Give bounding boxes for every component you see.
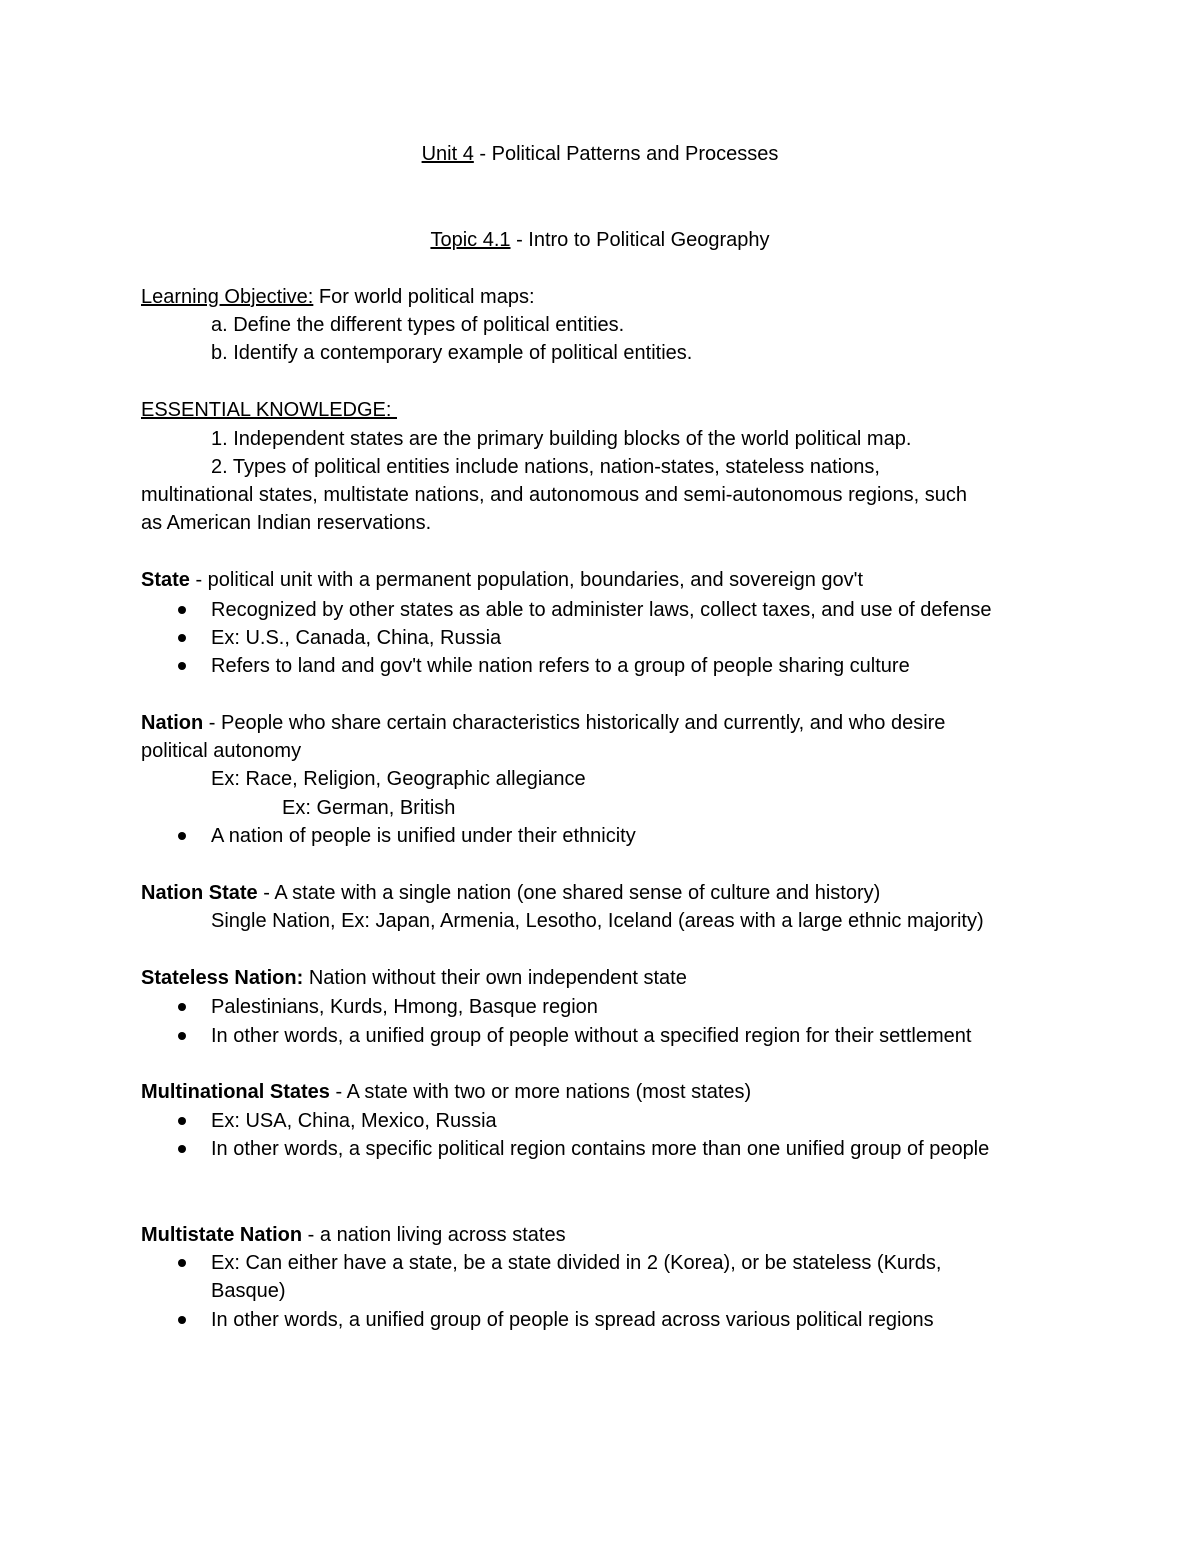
multinational-states-bullet-2: In other words, a specific political region contains more than one unified group of people <box>211 1138 990 1160</box>
bullet-icon <box>178 606 186 614</box>
nation-state-example: Single Nation, Ex: Japan, Armenia, Lesotho, Iceland (areas with a large ethnic majority) <box>211 910 984 932</box>
multistate-nation-bullet-1-line-2: Basque) <box>211 1280 286 1302</box>
stateless-nation-term: Stateless Nation: <box>141 967 304 989</box>
bullet-icon <box>178 634 186 642</box>
state-def-text: - political unit with a permanent population, boundaries, and sovereign gov't <box>189 569 864 591</box>
objective-item-a: a. Define the different types of political entities. <box>211 314 625 336</box>
multistate-nation-bullet-2: In other words, a unified group of people is spread across various political regions <box>211 1309 934 1331</box>
nation-term: Nation <box>141 712 204 734</box>
nation-state-term: Nation State <box>141 882 258 904</box>
nation-def-line-2: political autonomy <box>141 740 302 762</box>
nation-definition <box>141 709 945 737</box>
essential-knowledge-item-2-line-2: multinational states, multistate nations, and autonomous and semi-autonomous regions, such <box>141 484 968 506</box>
essential-knowledge-label: ESSENTIAL KNOWLEDGE: <box>141 399 397 421</box>
stateless-nation-def-text: Nation without their own independent state <box>303 967 687 989</box>
essential-knowledge-item-2-line-3: as American Indian reservations. <box>141 512 432 534</box>
essential-knowledge-heading <box>141 396 397 424</box>
state-bullet-2: Ex: U.S., Canada, China, Russia <box>211 627 502 649</box>
state-bullet-3: Refers to land and gov't while nation refers to a group of people sharing culture <box>211 655 910 677</box>
stateless-nation-definition <box>141 964 687 992</box>
learning-objective <box>141 283 535 311</box>
learning-objective-text: For world political maps: <box>313 286 535 308</box>
multinational-states-bullet-1: Ex: USA, China, Mexico, Russia <box>211 1110 497 1132</box>
topic-heading <box>0 226 1200 254</box>
unit-title: - Political Patterns and Processes <box>473 143 779 165</box>
multistate-nation-term: Multistate Nation <box>141 1224 303 1246</box>
bullet-icon <box>178 1259 186 1267</box>
essential-knowledge-item-1: 1. Independent states are the primary building blocks of the world political map. <box>211 428 912 450</box>
topic-title: - Intro to Political Geography <box>510 229 770 251</box>
multinational-states-def-text: - A state with two or more nations (most states) <box>329 1081 752 1103</box>
state-bullet-1: Recognized by other states as able to administer laws, collect taxes, and use of defense <box>211 599 992 621</box>
multistate-nation-definition <box>141 1221 566 1249</box>
topic-label: Topic 4.1 <box>430 229 511 251</box>
state-definition <box>141 566 863 594</box>
nation-state-def-text: - A state with a single nation (one shared sense of culture and history) <box>257 882 881 904</box>
bullet-icon <box>178 1003 186 1011</box>
nation-example-1: Ex: Race, Religion, Geographic allegiance <box>211 768 586 790</box>
multinational-states-term: Multinational States <box>141 1081 330 1103</box>
bullet-icon <box>178 1145 186 1153</box>
nation-def-text: - People who share certain characteristics historically and currently, and who desire <box>203 712 946 734</box>
bullet-icon <box>178 1117 186 1125</box>
essential-knowledge-item-2-line-1: 2. Types of political entities include nations, nation-states, stateless nations, <box>211 456 880 478</box>
nation-state-definition <box>141 879 880 907</box>
objective-item-b: b. Identify a contemporary example of political entities. <box>211 342 693 364</box>
bullet-icon <box>178 1032 186 1040</box>
unit-label: Unit 4 <box>421 143 474 165</box>
stateless-nation-bullet-1: Palestinians, Kurds, Hmong, Basque region <box>211 996 598 1018</box>
stateless-nation-bullet-2: In other words, a unified group of people without a specified region for their settlement <box>211 1025 972 1047</box>
multistate-nation-bullet-1-line-1: Ex: Can either have a state, be a state divided in 2 (Korea), or be stateless (Kurds, <box>211 1252 942 1274</box>
bullet-icon <box>178 662 186 670</box>
learning-objective-label: Learning Objective: <box>141 286 314 308</box>
unit-heading <box>0 140 1200 168</box>
bullet-icon <box>178 832 186 840</box>
bullet-icon <box>178 1316 186 1324</box>
multistate-nation-def-text: - a nation living across states <box>302 1224 566 1246</box>
nation-bullet-1: A nation of people is unified under their ethnicity <box>211 825 636 847</box>
multinational-states-definition <box>141 1078 751 1106</box>
nation-example-2: Ex: German, British <box>282 797 456 819</box>
state-term: State <box>141 569 190 591</box>
